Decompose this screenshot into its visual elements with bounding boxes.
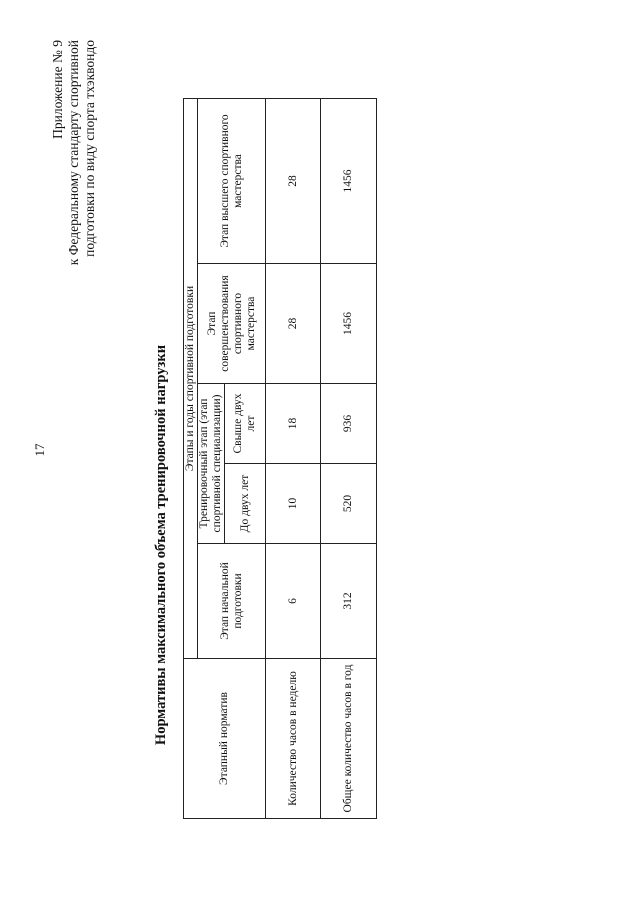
cell-value: 1456 <box>321 98 377 263</box>
appendix-line-3: подготовки по виду спорта тхэквондо <box>82 40 97 257</box>
header-higher-stage: Этап высшего спортивного мастерства <box>198 98 266 263</box>
header-training-stage: Тренировочный этап (этап спортивной специализации) <box>198 384 225 544</box>
cell-value: 18 <box>266 384 321 464</box>
cell-value: 6 <box>266 544 321 659</box>
row-label: Общее количество часов в год <box>321 659 377 819</box>
header-over-two-years: Свыше двух лет <box>225 384 266 464</box>
document-title: Нормативы максимального объема тренировочной нагрузки <box>153 344 169 746</box>
table-row <box>266 98 321 818</box>
header-stages-group: Этапы и годы спортивной подготовки <box>184 98 198 658</box>
header-norm: Этапный норматив <box>184 659 266 819</box>
cell-value: 1456 <box>321 264 377 384</box>
training-load-table <box>183 98 377 819</box>
cell-value: 28 <box>266 98 321 263</box>
appendix-header <box>50 40 98 340</box>
appendix-line-1: Приложение № 9 <box>50 40 65 139</box>
row-label: Количество часов в неделю <box>266 659 321 819</box>
header-initial-stage: Этап начальной подготовки <box>198 544 266 659</box>
cell-value: 520 <box>321 464 377 544</box>
header-improvement-stage: Этап совершенствования спортивного мастерства <box>198 264 266 384</box>
table-row <box>321 98 377 818</box>
header-up-to-two-years: До двух лет <box>225 464 266 544</box>
cell-value: 10 <box>266 464 321 544</box>
cell-value: 28 <box>266 264 321 384</box>
appendix-line-2: к Федеральному стандарту спортивной <box>66 40 81 266</box>
page-number: 17 <box>32 443 47 457</box>
cell-value: 312 <box>321 544 377 659</box>
header-row-1 <box>184 98 198 818</box>
cell-value: 936 <box>321 384 377 464</box>
